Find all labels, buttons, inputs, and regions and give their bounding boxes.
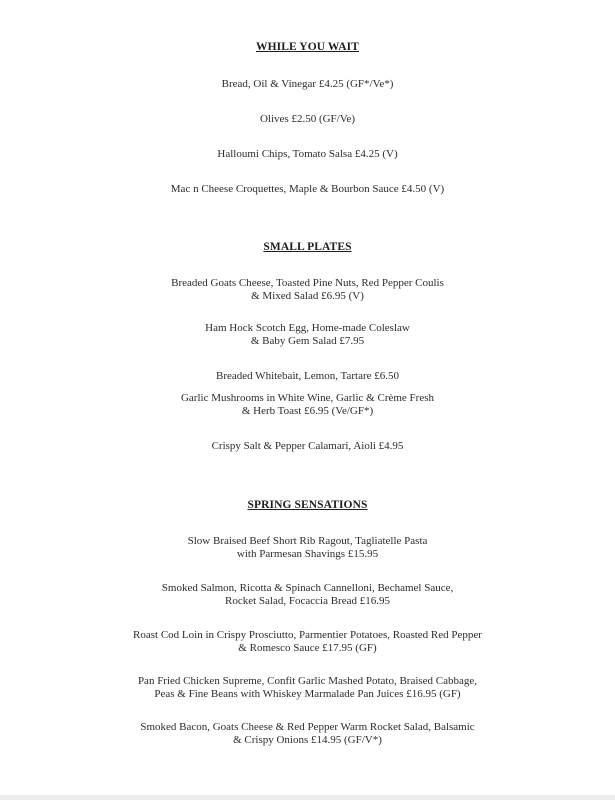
section-heading-small-plates: SMALL PLATES	[263, 241, 352, 253]
menu-item-line: & Herb Toast £6.95 (Ve/GF*)	[241, 405, 374, 417]
menu-item-line: Breaded Goats Cheese, Toasted Pine Nuts, Red Pepper Coulis	[171, 277, 444, 289]
menu-item	[0, 392, 615, 418]
menu-item-line: Peas & Fine Beans with Whiskey Marmalade Pan Juices £16.95 (GF)	[154, 688, 461, 700]
menu-item-line: Smoked Salmon, Ricotta & Spinach Cannelloni, Bechamel Sauce,	[161, 582, 454, 594]
menu-item	[0, 440, 615, 453]
menu-item	[0, 78, 615, 91]
section-heading-while-you-wait: WHILE YOU WAIT	[255, 41, 359, 53]
menu-item-line: Breaded Whitebait, Lemon, Tartare £6.50	[215, 370, 399, 382]
menu-item-line: Bread, Oil & Vinegar £4.25 (GF*/Ve*)	[221, 78, 394, 90]
menu-item-line: Mac n Cheese Croquettes, Maple & Bourbon Sauce £4.50 (V)	[170, 183, 445, 195]
menu-item-line: & Romesco Sauce £17.95 (GF)	[238, 642, 377, 654]
menu-item	[0, 277, 615, 303]
menu-item	[0, 535, 615, 561]
menu-item-line: Garlic Mushrooms in White Wine, Garlic & Crème Fresh	[180, 392, 435, 404]
menu-item	[0, 721, 615, 747]
menu-item	[0, 629, 615, 655]
menu-item-line: & Baby Gem Salad £7.95	[250, 335, 365, 347]
menu-item-line: Halloumi Chips, Tomato Salsa £4.25 (V)	[217, 148, 398, 160]
menu-item-line: & Crispy Onions £14.95 (GF/V*)	[233, 734, 382, 746]
menu-item-line: Rocket Salad, Focaccia Bread £16.95	[225, 595, 390, 607]
menu-item	[0, 582, 615, 608]
menu-item-line: Roast Cod Loin in Crispy Prosciutto, Parmentier Potatoes, Roasted Red Pepper	[133, 629, 482, 641]
menu-item-line: Crispy Salt & Pepper Calamari, Aioli £4.95	[211, 440, 404, 452]
menu-item	[0, 370, 615, 383]
menu-item-line: Smoked Bacon, Goats Cheese & Red Pepper Warm Rocket Salad, Balsamic	[140, 721, 475, 733]
menu-item-line: with Parmesan Shavings £15.95	[236, 548, 379, 560]
menu-item	[0, 113, 615, 126]
menu-item	[0, 183, 615, 196]
menu-item	[0, 675, 615, 701]
menu-item	[0, 322, 615, 348]
page-bottom-edge	[0, 795, 615, 800]
menu-item-line: Ham Hock Scotch Egg, Home-made Coleslaw	[205, 322, 410, 334]
menu-item-line: Pan Fried Chicken Supreme, Confit Garlic Mashed Potato, Braised Cabbage,	[137, 675, 478, 687]
menu-item-line: Olives £2.50 (GF/Ve)	[259, 113, 356, 125]
menu-item-line: & Mixed Salad £6.95 (V)	[251, 290, 364, 302]
section-heading-spring-sensations: SPRING SENSATIONS	[247, 499, 368, 511]
menu-item	[0, 148, 615, 161]
menu-item-line: Slow Braised Beef Short Rib Ragout, Tagliatelle Pasta	[187, 535, 428, 547]
